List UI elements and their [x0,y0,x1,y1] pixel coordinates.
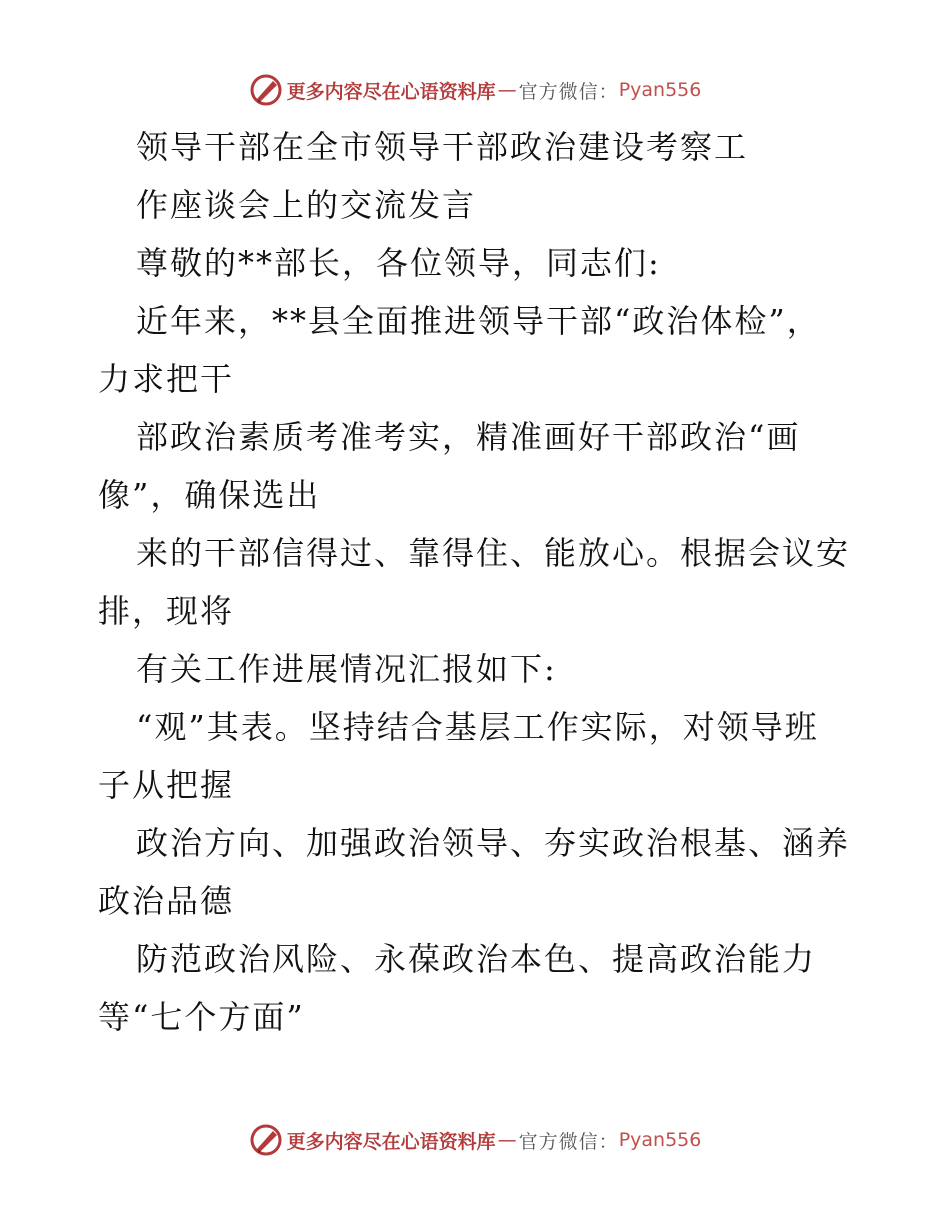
salutation: 尊敬的**部长，各位领导，同志们: [136,244,661,282]
pen-logo-icon [249,1123,283,1157]
paragraph-line: 力求把干 [98,360,235,398]
paragraph-line: 排，现将 [98,592,235,630]
paragraph-line: 政治品德 [98,882,235,920]
document-title-line-2: 作座谈会上的交流发言 [136,186,477,224]
header-watermark-banner [0,70,950,110]
paragraph-line: 部政治素质考准考实，精准画好干部政治“画 [136,418,801,456]
banner-brand-text: 更多内容尽在心语资料库 [286,80,496,103]
pen-logo-icon [249,73,283,107]
banner-wechat-label: 官方微信： [518,80,619,103]
paragraph-line: 政治方向、加强政治领导、夯实政治根基、涵养 [136,824,851,862]
paragraph-line: 近年来，**县全面推进领导干部“政治体检”， [136,302,821,340]
document-body [98,118,858,1046]
banner-brand-text: 更多内容尽在心语资料库 [286,1130,496,1153]
paragraph-line: 来的干部信得过、靠得住、能放心。根据会议安 [136,534,851,572]
paragraph-line: 等“七个方面” [98,998,305,1036]
paragraph-line: “观”其表。坚持结合基层工作实际，对领导班 [136,708,819,746]
banner-wechat-id: Pyan556 [618,79,702,101]
footer-watermark-banner [0,1120,950,1160]
paragraph-line: 有关工作进展情况汇报如下: [136,650,557,688]
banner-dash: — [497,79,517,101]
banner-dash: — [497,1129,517,1151]
banner-wechat-id: Pyan556 [618,1129,702,1151]
document-title-line-1: 领导干部在全市领导干部政治建设考察工 [136,128,749,166]
paragraph-line: 像”，确保选出 [98,476,321,514]
banner-wechat-label: 官方微信： [518,1130,619,1153]
paragraph-line: 子从把握 [98,766,235,804]
paragraph-line: 防范政治风险、永葆政治本色、提高政治能力 [136,940,817,978]
